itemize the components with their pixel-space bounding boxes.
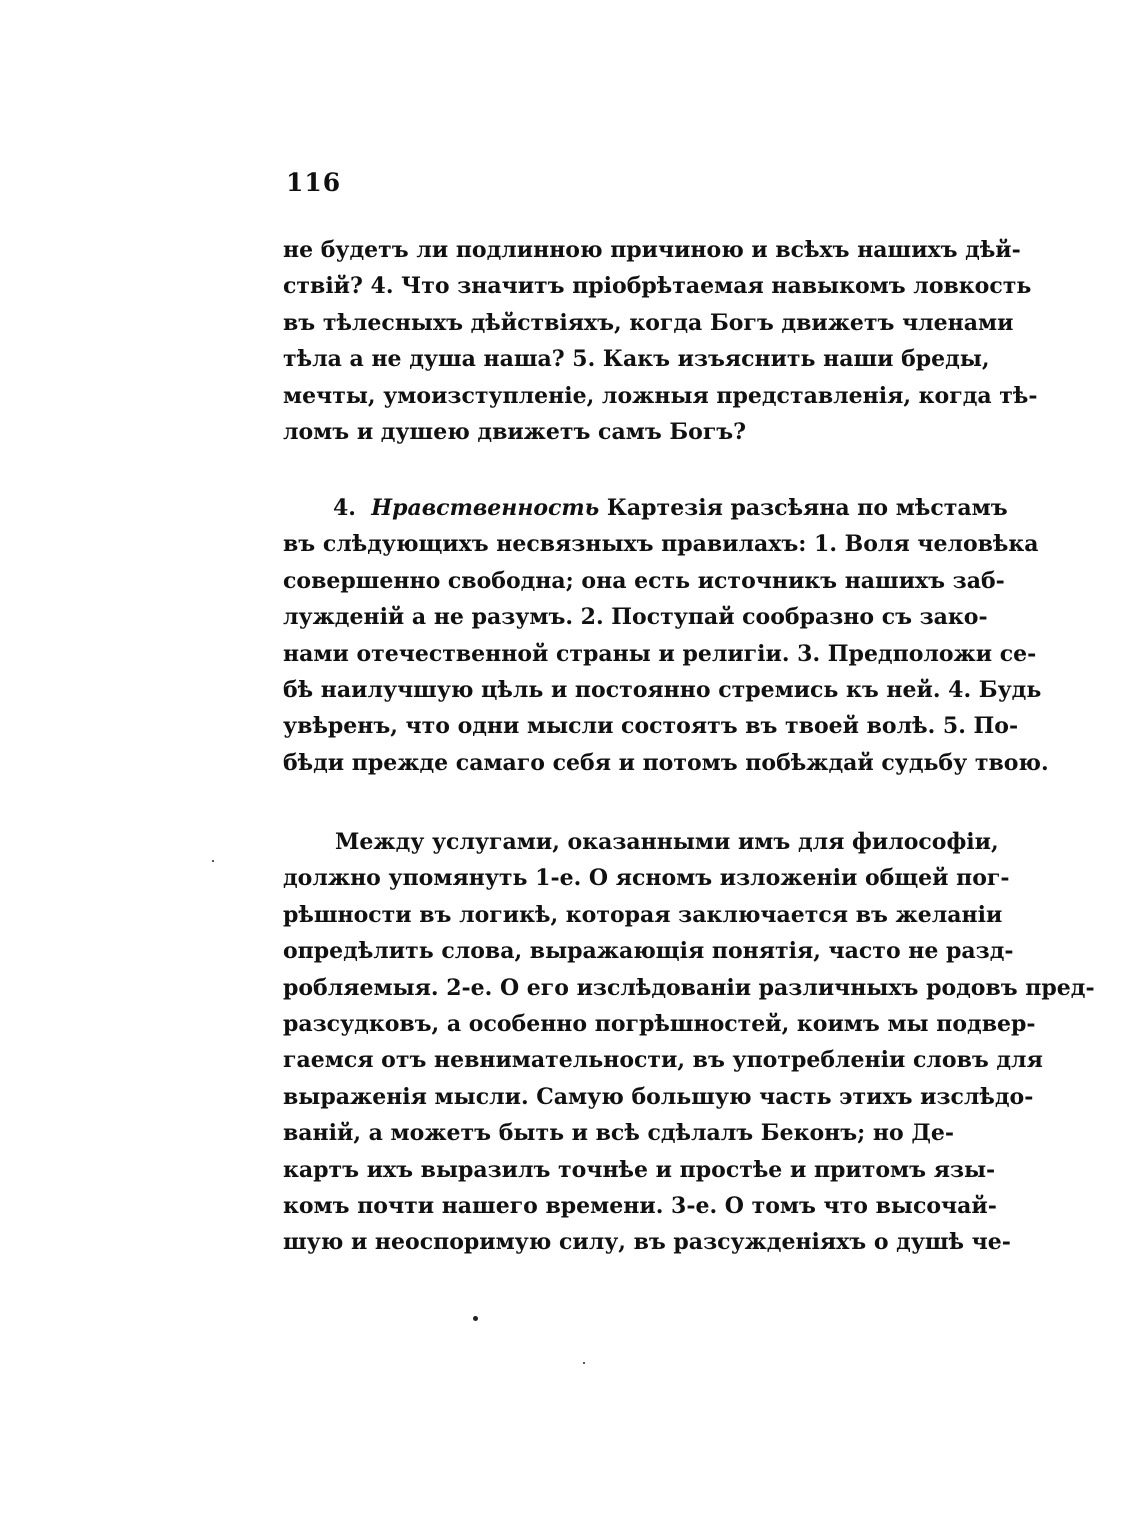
text-line: ствій? 4. Что значитъ пріобрѣтаемая навыкомъ ловкость [283,273,1032,300]
text-line: рѣшности въ логикѣ, которая заключается въ желаніи [283,901,1003,928]
italic-term: Нравственность [371,495,600,521]
text-line: совершенно свободна; она есть источникъ нашихъ заб- [283,567,1005,594]
text-line: нами отечественной страны и религіи. 3. Предположи се- [283,640,1037,667]
text-line: картъ ихъ выразилъ точнѣе и простѣе и притомъ язы- [283,1156,996,1183]
text-line: разсудковъ, а особенно погрѣшностей, коимъ мы подвер- [283,1010,1036,1037]
text-line: не будетъ ли подлинною причиною и всѣхъ нашихъ дѣй- [283,237,1021,263]
text-line: шую и неоспоримую силу, въ разсужденіяхъ о душѣ че- [283,1229,1011,1256]
paragraph-first-line [283,490,1008,526]
text-line: гаемся отъ невнимательности, въ употребленіи словъ для [283,1047,1043,1074]
print-speck [583,1362,585,1364]
text-line: робляемыя. 2-е. О его изслѣдованіи различныхъ родовъ пред- [283,974,1095,1001]
text-line: бѣ наилучшую цѣль и постоянно стремись къ ней. 4. Будь [283,676,1042,703]
text-line: ваній, а можетъ быть и всѣ сдѣлалъ Беконъ; но Де- [283,1120,955,1147]
text-line: ломъ и душею движетъ самъ Богъ? [283,418,747,445]
paragraph-2 [283,490,1049,781]
text-line: выраженія мысли. Самую большую часть этихъ изслѣдо- [283,1083,1034,1110]
text-line: должно упомянуть 1-е. О ясномъ изложеніи общей пог- [283,865,1010,892]
text-line: комъ почти нашего времени. 3-е. О томъ что высочай- [283,1192,997,1219]
text-line: лужденій а не разумъ. 2. Поступай сообразно съ зако- [283,604,988,631]
text-line: опредѣлить слова, выражающія понятія, часто не разд- [283,938,1014,965]
page-number: 116 [286,168,342,197]
text-line: увѣренъ, что одни мысли состоятъ въ твоей волѣ. 5. По- [283,713,1019,740]
paragraph-3 [283,824,1095,1261]
text-line: мечты, умоизступленіе, ложныя представленія, когда тѣ- [283,382,1038,409]
first-line-rest: Картезія разсѣяна по мѣстамъ [606,495,1008,521]
section-number: 4. [333,495,356,521]
paragraph-first-line: Между услугами, оказанными имъ для философіи, [335,829,999,855]
print-speck [212,860,214,862]
text-line: въ слѣдующихъ несвязныхъ правилахъ: 1. Воля человѣка [283,531,1039,558]
text-line: тѣла а не душа наша? 5. Какъ изъяснить наши бреды, [283,346,990,373]
print-speck [473,1316,478,1321]
text-line: въ тѣлесныхъ дѣйствіяхъ, когда Богъ движетъ членами [283,309,1014,336]
paragraph-1 [283,232,1038,450]
text-line: бѣди прежде самаго себя и потомъ побѣждай судьбу твою. [283,749,1049,776]
